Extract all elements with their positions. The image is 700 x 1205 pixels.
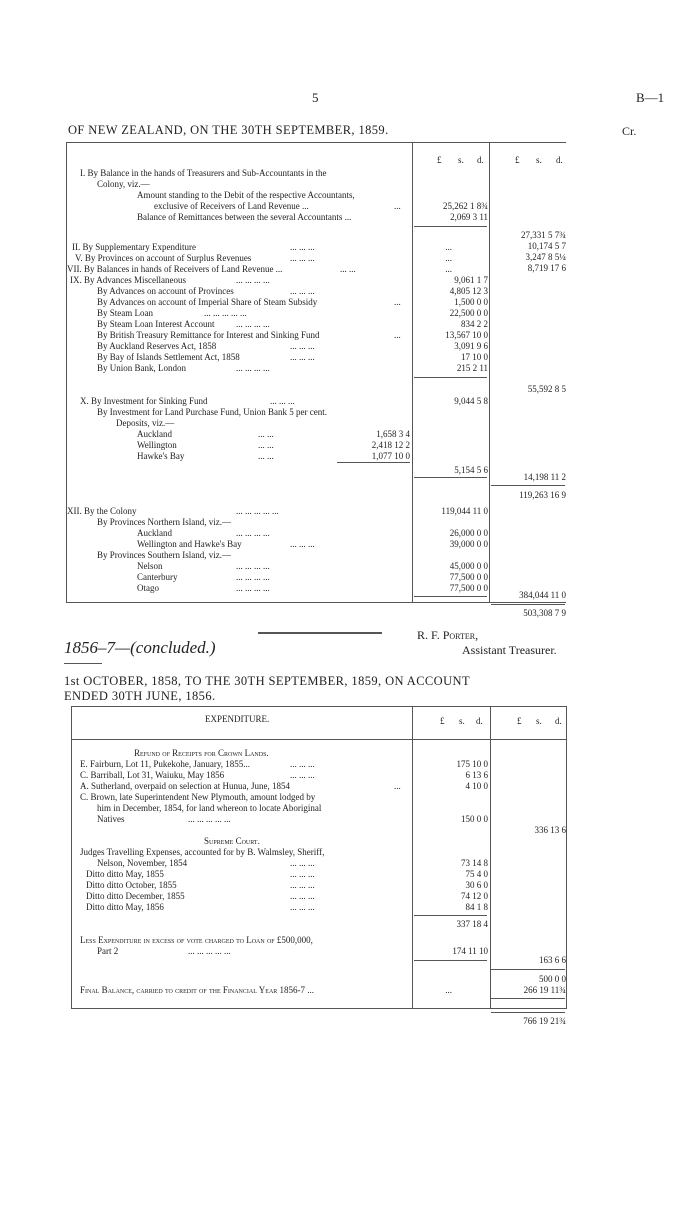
subtotal-rule xyxy=(337,462,410,463)
amount: 30 6 0 xyxy=(465,880,488,890)
amount: 1,658 3 4 xyxy=(376,429,410,439)
row-text: Ditto ditto December, 1855 xyxy=(86,891,185,901)
section-divider xyxy=(258,632,382,634)
row-dots: ... ... ... xyxy=(290,286,315,296)
row-text: I. By Balance in the hands of Treasurers and Sub-Accountants in the xyxy=(80,168,327,178)
row-text: Hawke's Bay xyxy=(137,451,185,461)
section-heading: 1st OCTOBER, 1858, TO THE 30TH SEPTEMBER, 1859, ON ACCOUNT xyxy=(64,674,470,688)
amount: ... xyxy=(445,242,452,252)
row-text: Canterbury xyxy=(137,572,178,582)
subsection-heading: Refund of Receipts for Crown Lands. xyxy=(134,748,269,758)
row-text: Part 2 xyxy=(97,946,119,956)
amount: 6 13 6 xyxy=(465,770,488,780)
amount: 26,000 0 0 xyxy=(449,528,488,538)
row-dots: ... ... ... ... xyxy=(236,363,270,373)
row-dots: ... xyxy=(394,330,401,340)
row-text: By Investment for Land Purchase Fund, Union Bank 5 per cent. xyxy=(97,407,327,417)
amount: 500 0 0 xyxy=(539,974,566,984)
row-dots: ... ... ... xyxy=(290,759,315,769)
header-rule xyxy=(71,739,567,740)
amount: 337 18 4 xyxy=(456,919,488,929)
row-text: By British Treasury Remittance for Interest and Sinking Fund xyxy=(97,330,320,340)
amount: 215 2 11 xyxy=(456,363,488,373)
amount: 39,000 0 0 xyxy=(449,539,488,549)
subtotal-rule xyxy=(414,477,487,478)
row-text: Otago xyxy=(137,583,159,593)
amount: ... xyxy=(445,985,452,995)
row-text: II. By Supplementary Expenditure xyxy=(72,242,196,252)
row-dots: ... ... ... xyxy=(290,352,315,362)
amount: 2,069 3 11 xyxy=(450,212,488,222)
subtotal-rule xyxy=(414,915,487,916)
row-text: Nelson, November, 1854 xyxy=(97,858,188,868)
row-text: IX. By Advances Miscellaneous xyxy=(70,275,186,285)
pence-header: d. xyxy=(476,716,483,726)
row-text: By Provinces Southern Island, viz.— xyxy=(97,550,231,560)
amount: 14,198 11 2 xyxy=(523,472,566,482)
shilling-header: s. xyxy=(536,155,542,165)
amount: 74 12 0 xyxy=(461,891,488,901)
amount: 73 14 8 xyxy=(461,858,488,868)
signatory-name: R. F. Porter, xyxy=(417,628,479,642)
subtotal-rule xyxy=(491,998,565,999)
row-dots: ... ... ... xyxy=(290,341,315,351)
amount: 75 4 0 xyxy=(465,869,488,879)
row-text: Ditto ditto May, 1856 xyxy=(86,902,164,912)
row-text: By Advances on account of Provinces xyxy=(97,286,234,296)
amount: 336 13 6 xyxy=(534,825,566,835)
subtotal-rule xyxy=(414,596,487,597)
amount: 834 2 2 xyxy=(461,319,488,329)
row-dots: ... ... ... xyxy=(290,869,315,879)
expenditure-header: EXPENDITURE. xyxy=(205,714,270,724)
row-text: By Steam Loan Interest Account xyxy=(97,319,215,329)
row-text: C. Brown, late Superintendent New Plymouth, amount lodged by xyxy=(80,792,316,802)
column-rule xyxy=(412,706,413,1008)
row-dots: ... ... ... xyxy=(290,539,315,549)
amount: ... xyxy=(445,253,452,263)
shilling-header: s. xyxy=(536,716,542,726)
row-text: Auckland xyxy=(137,528,172,538)
amount: 22,500 0 0 xyxy=(449,308,488,318)
amount: 27,331 5 7¾ xyxy=(521,230,566,240)
amount: 45,000 0 0 xyxy=(449,561,488,571)
row-text: E. Fairburn, Lot 11, Pukekohe, January, 1855... xyxy=(80,759,251,769)
row-text: Ditto ditto May, 1855 xyxy=(86,869,164,879)
table-bottom-rule xyxy=(66,602,566,603)
grand-total: 766 19 21¾ xyxy=(523,1016,566,1026)
shilling-header: s. xyxy=(459,716,465,726)
row-dots: ... ... xyxy=(258,440,274,450)
row-dots: ... xyxy=(394,781,401,791)
credit-label: Cr. xyxy=(622,124,637,138)
row-dots: ... xyxy=(394,297,401,307)
subtotal-rule xyxy=(414,960,487,961)
amount: ... xyxy=(445,264,452,274)
row-text: Deposits, viz.— xyxy=(116,418,175,428)
subtotal-rule xyxy=(414,377,487,378)
amount: 174 11 10 xyxy=(452,946,488,956)
table-bottom-rule xyxy=(71,1008,567,1009)
row-text: By Bay of Islands Settlement Act, 1858 xyxy=(97,352,240,362)
pound-header: £ xyxy=(440,716,445,726)
amount: 17 10 0 xyxy=(461,352,488,362)
column-rule xyxy=(412,142,413,602)
row-dots: ... ... ... ... xyxy=(236,572,270,582)
row-text: Wellington xyxy=(137,440,177,450)
amount: 8,719 17 6 xyxy=(527,263,566,273)
row-dots: ... ... ... ... ... xyxy=(204,308,247,318)
row-dots: ... ... ... ... ... xyxy=(236,506,279,516)
row-text: Ditto ditto October, 1855 xyxy=(86,880,177,890)
pound-header: £ xyxy=(517,716,522,726)
column-rule xyxy=(489,142,490,602)
row-text: By Union Bank, London xyxy=(97,363,186,373)
row-text: Wellington and Hawke's Bay xyxy=(137,539,242,549)
row-dots: ... ... ... xyxy=(270,396,295,406)
row-dots: ... ... ... ... ... xyxy=(188,814,231,824)
shilling-header: s. xyxy=(458,155,464,165)
page-title: OF NEW ZEALAND, ON THE 30TH SEPTEMBER, 1859. xyxy=(68,123,389,137)
row-dots: ... ... ... ... xyxy=(236,528,270,538)
amount: 77,500 0 0 xyxy=(449,572,488,582)
row-text: Colony, viz.— xyxy=(97,179,150,189)
table-left-rule xyxy=(71,706,72,1008)
amount: 55,592 8 5 xyxy=(527,384,566,394)
page-number: 5 xyxy=(312,90,319,105)
row-text: Balance of Remittances between the several Accountants ... xyxy=(137,212,352,222)
row-dots: ... ... ... xyxy=(290,902,315,912)
row-dots: ... ... ... ... xyxy=(236,319,270,329)
row-dots: ... ... ... xyxy=(290,880,315,890)
less-expenditure-label: Less Expenditure in excess of vote charged to Loan of £500,000, xyxy=(80,935,313,945)
row-text xyxy=(80,935,313,946)
amount: 84 1 8 xyxy=(465,902,488,912)
row-dots: ... ... ... ... xyxy=(236,583,270,593)
row-text: Nelson xyxy=(137,561,163,571)
amount: 4 10 0 xyxy=(465,781,488,791)
row-dots: ... ... ... xyxy=(290,891,315,901)
amount: 77,500 0 0 xyxy=(449,583,488,593)
row-text: X. By Investment for Sinking Fund xyxy=(80,396,208,406)
amount: 2,418 12 2 xyxy=(371,440,410,450)
subsection-heading: Supreme Court. xyxy=(204,836,260,846)
pence-header: d. xyxy=(556,155,563,165)
row-text: A. Sutherland, overpaid on selection at Hunua, June, 1854 xyxy=(80,781,290,791)
amount: 119,263 16 9 xyxy=(519,490,566,500)
amount: 1,500 0 0 xyxy=(454,297,488,307)
pence-header: d. xyxy=(477,155,484,165)
amount: 384,044 11 0 xyxy=(519,590,566,600)
row-dots: ... ... xyxy=(258,429,274,439)
table-right-rule xyxy=(566,706,567,1008)
grand-total: 503,308 7 9 xyxy=(523,608,566,618)
pence-header: d. xyxy=(555,716,562,726)
amount: 13,567 10 0 xyxy=(445,330,488,340)
row-text: By Provinces Northern Island, viz.— xyxy=(97,517,231,527)
section-year-heading: 1856–7—(concluded.) xyxy=(64,638,216,657)
row-dots: ... ... ... xyxy=(290,242,315,252)
table-top-rule xyxy=(71,706,567,707)
table-left-rule xyxy=(66,142,67,602)
column-rule xyxy=(490,706,491,1008)
row-text: By Auckland Reserves Act, 1858 xyxy=(97,341,217,351)
amount: 4,805 12 3 xyxy=(449,286,488,296)
amount: 9,061 1 7 xyxy=(454,275,488,285)
row-text: exclusive of Receivers of Land Revenue ... xyxy=(154,201,309,211)
amount: 5,154 5 6 xyxy=(454,465,488,475)
row-text: By Steam Loan xyxy=(97,308,153,318)
amount: 175 10 0 xyxy=(456,759,488,769)
row-text: Natives xyxy=(97,814,125,824)
final-balance-label: Final Balance, carried to credit of the Financial Year 1856-7 ... xyxy=(80,985,315,995)
section-heading: ENDED 30TH JUNE, 1856. xyxy=(64,689,216,703)
row-dots: ... ... ... ... xyxy=(236,561,270,571)
amount: 1,077 10 0 xyxy=(371,451,410,461)
row-text: him in December, 1854, for land whereon to locate Aboriginal xyxy=(97,803,322,813)
signatory-title: Assistant Treasurer. xyxy=(462,643,557,657)
row-dots: ... ... ... ... ... xyxy=(188,946,231,956)
row-text: Amount standing to the Debit of the respective Accountants, xyxy=(137,190,355,200)
row-dots: ... ... xyxy=(340,264,356,274)
row-dots: ... xyxy=(394,201,401,211)
pound-header: £ xyxy=(515,155,520,165)
subtotal-rule xyxy=(414,226,487,227)
subtotal-rule xyxy=(491,1012,565,1013)
amount: 3,247 8 5¼ xyxy=(525,252,566,262)
pound-header: £ xyxy=(437,155,442,165)
amount: 25,262 1 8¾ xyxy=(443,201,488,211)
row-text: XII. By the Colony xyxy=(67,506,137,516)
row-dots: ... ... ... xyxy=(290,253,315,263)
row-dots: ... ... ... xyxy=(290,858,315,868)
page-code: B—1 xyxy=(636,90,665,105)
row-dots: ... ... ... xyxy=(290,770,315,780)
amount: 150 0 0 xyxy=(461,814,488,824)
row-dots: ... ... xyxy=(258,451,274,461)
row-text: Judges Travelling Expenses, accounted for by B. Walmsley, Sheriff, xyxy=(80,847,325,857)
subtotal-rule xyxy=(491,485,565,486)
row-text: VII. By Balances in hands of Receivers of Land Revenue ... xyxy=(67,264,283,274)
subtotal-rule xyxy=(491,969,565,970)
row-text: C. Barriball, Lot 31, Waiuku, May 1856 xyxy=(80,770,225,780)
short-rule xyxy=(64,663,102,664)
amount: 266 19 11¾ xyxy=(523,985,566,995)
row-dots: ... ... ... ... xyxy=(236,275,270,285)
amount: 163 6 6 xyxy=(539,955,566,965)
amount: 10,174 5 7 xyxy=(527,241,566,251)
amount: 9,044 5 8 xyxy=(454,396,488,406)
row-text: Auckland xyxy=(137,429,172,439)
row-text: V. By Provinces on account of Surplus Revenues xyxy=(75,253,252,263)
amount: 119,044 11 0 xyxy=(441,506,488,516)
amount: 3,091 9 6 xyxy=(454,341,488,351)
row-text: By Advances on account of Imperial Share of Steam Subsidy xyxy=(97,297,318,307)
subtotal-rule xyxy=(491,604,565,605)
table-top-rule xyxy=(66,142,566,143)
